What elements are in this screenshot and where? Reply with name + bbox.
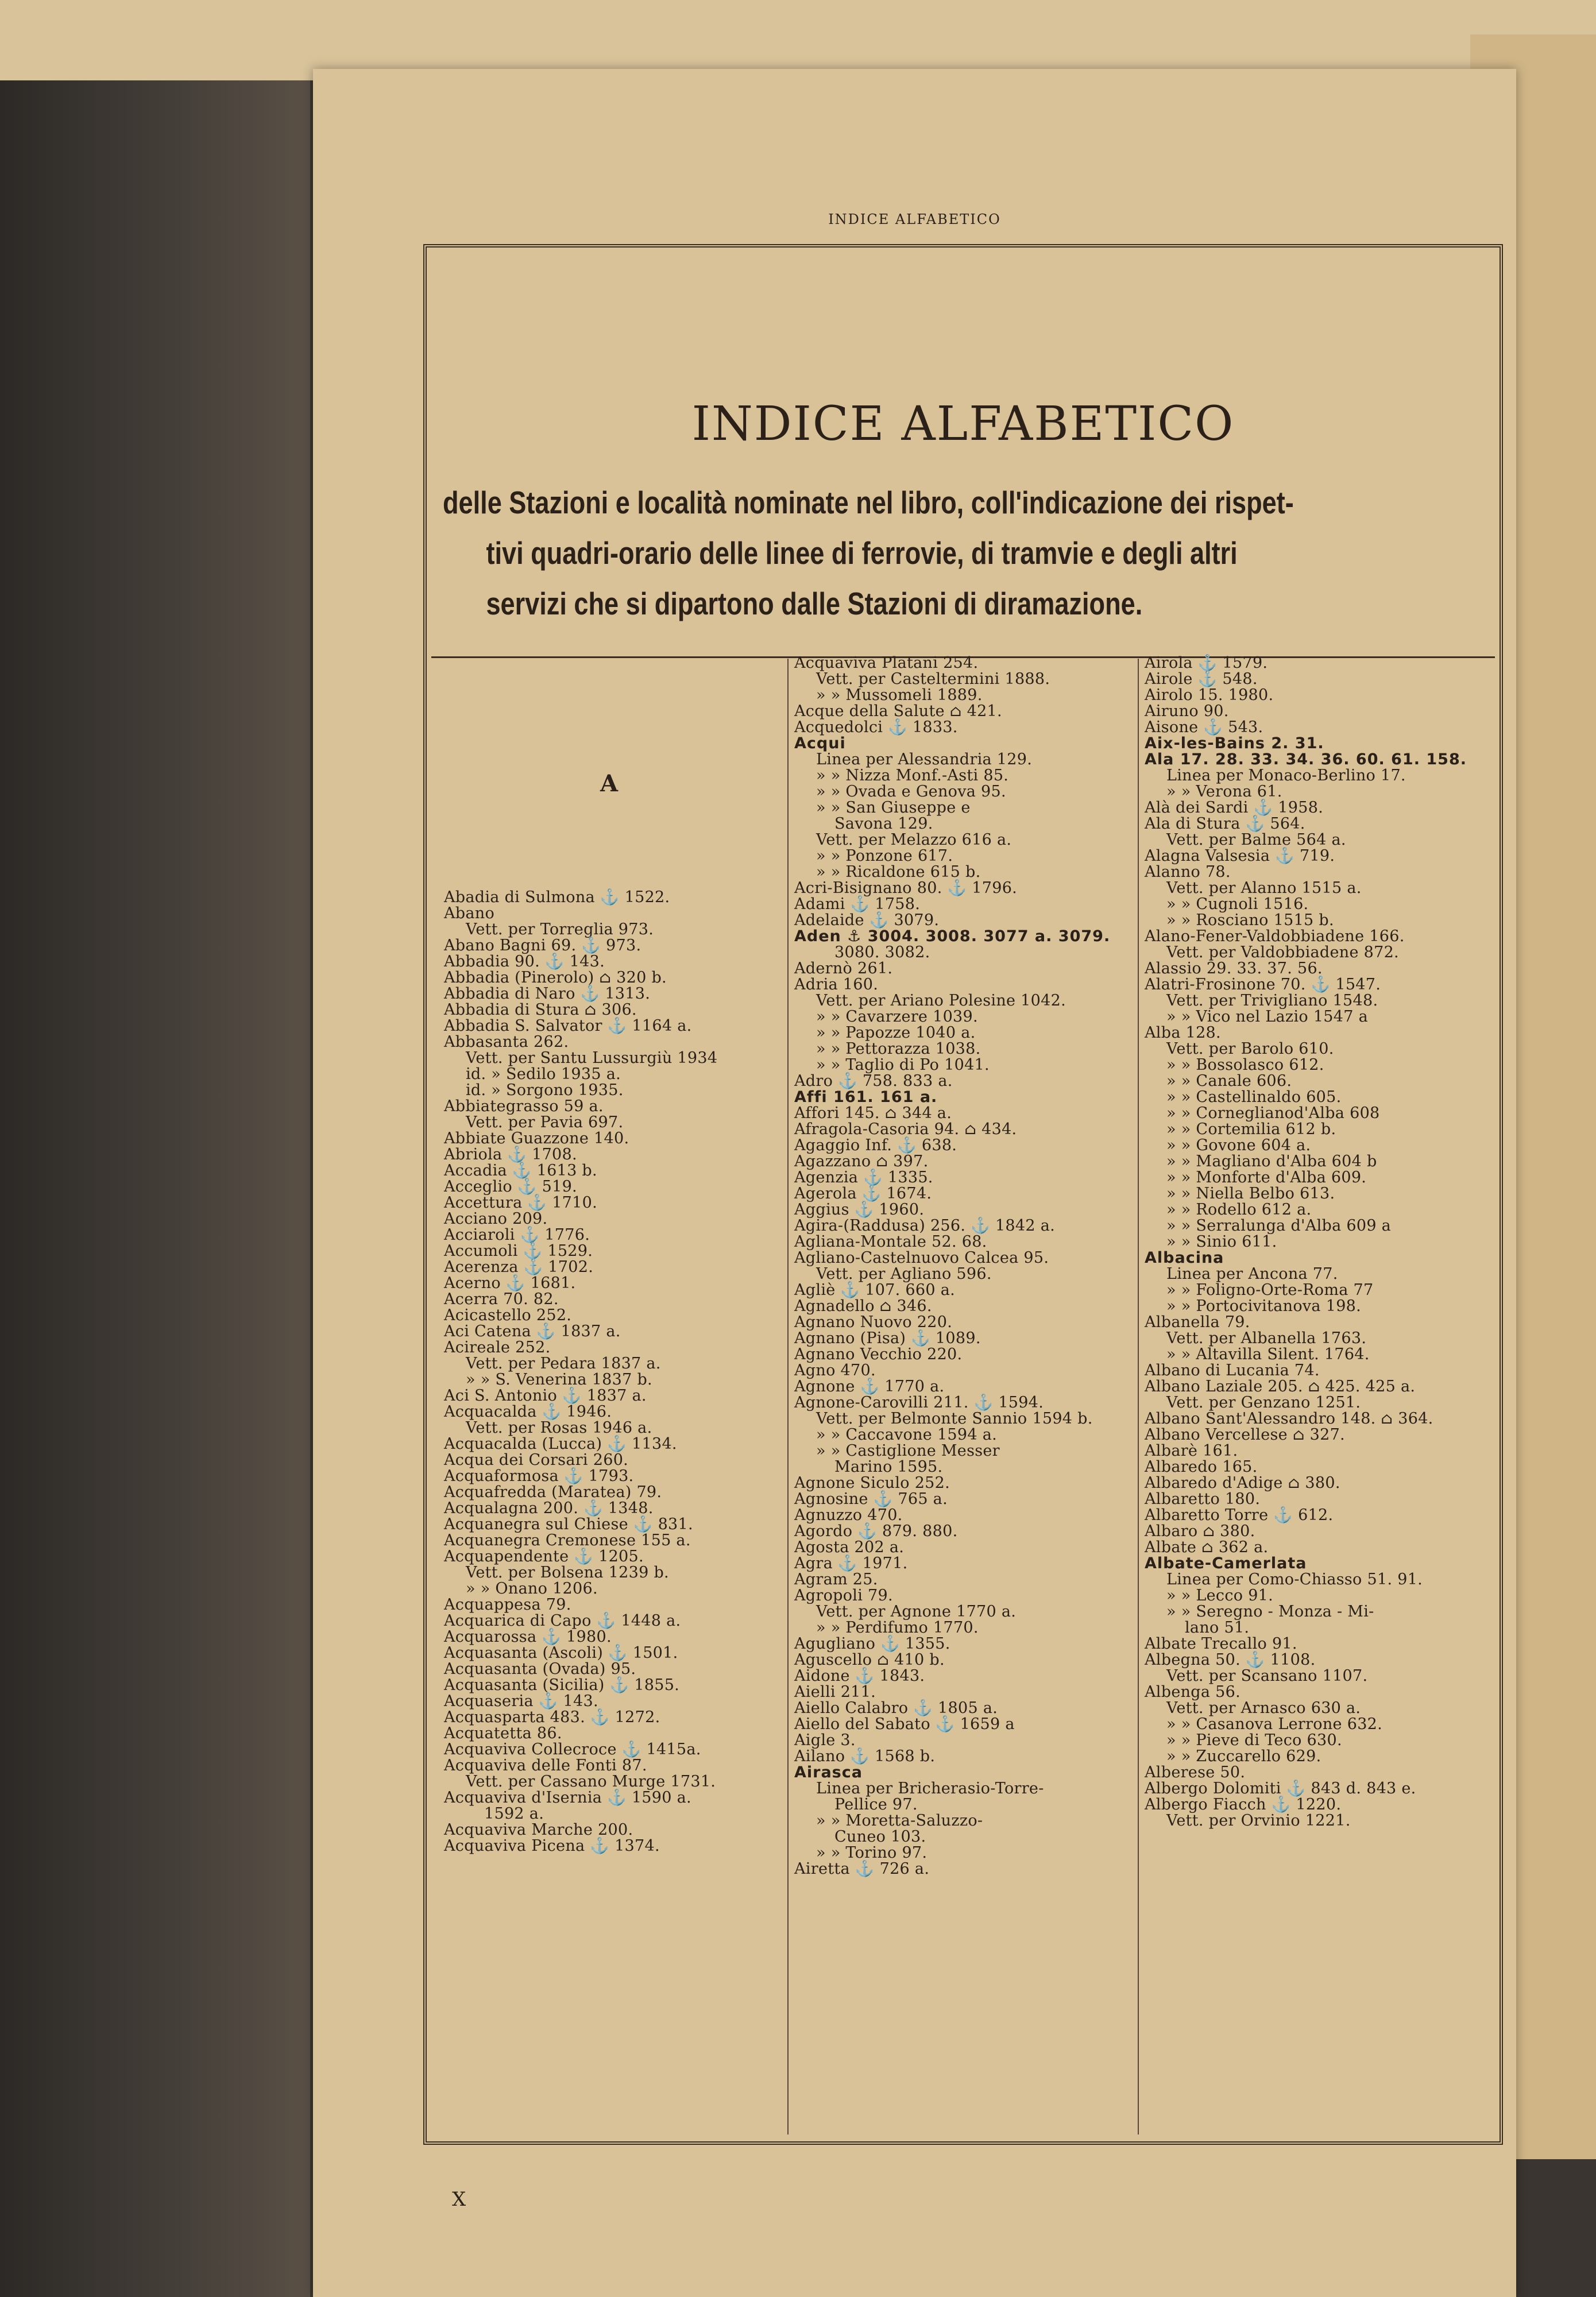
index-entry: Alà dei Sardi ⚓ 1958.	[1145, 799, 1324, 817]
index-entry: Vett. per Rosas 1946 a.	[466, 1419, 652, 1437]
index-entry: Adelaide ⚓ 3079.	[794, 911, 940, 929]
index-entry: Afragola-Casoria 94. ⌂ 434.	[794, 1120, 1017, 1138]
page-number: X	[452, 2188, 466, 2211]
index-entry: Vett. per Belmonte Sannio 1594 b.	[816, 1410, 1093, 1428]
index-entry: » » Altavilla Silent. 1764.	[1166, 1345, 1370, 1363]
index-entry: Acquappesa 79.	[444, 1596, 571, 1614]
book-page	[313, 69, 1516, 2297]
index-entry: Vett. per Trivigliano 1548.	[1166, 992, 1378, 1010]
section-letter: A	[600, 770, 619, 797]
index-entry: Albano di Lucania 74.	[1145, 1362, 1320, 1379]
index-entry: Adria 160.	[794, 976, 879, 993]
index-entry: » » Govone 604 a.	[1166, 1136, 1311, 1154]
index-entry: » » Cugnoli 1516.	[1166, 895, 1309, 913]
index-entry: Savona 129.	[834, 815, 933, 833]
index-entry: Alagna Valsesia ⚓ 719.	[1145, 847, 1335, 865]
index-entry: 1592 a.	[484, 1805, 544, 1823]
index-entry: Acquacalda (Lucca) ⚓ 1134.	[444, 1435, 677, 1453]
index-entry: Accadia ⚓ 1613 b.	[444, 1162, 597, 1180]
index-entry: Airole ⚓ 548.	[1145, 670, 1258, 688]
index-entry: » » Mussomeli 1889.	[816, 686, 983, 704]
index-entry: Albaredo d'Adige ⌂ 380.	[1145, 1474, 1340, 1492]
index-entry: » » Corneglianod'Alba 608	[1166, 1104, 1380, 1122]
index-entry: » » Torino 97.	[816, 1844, 928, 1862]
index-entry: Acquaviva delle Fonti 87.	[444, 1757, 647, 1774]
index-entry: Agenzia ⚓ 1335.	[794, 1169, 933, 1186]
index-entry: Linea per Ancona 77.	[1166, 1265, 1338, 1283]
index-entry: Airasca	[794, 1764, 863, 1781]
index-entry: Agram 25.	[794, 1571, 878, 1588]
index-entry: Acquanegra sul Chiese ⚓ 831.	[444, 1515, 693, 1533]
index-entry: Acquanegra Cremonese 155 a.	[444, 1532, 691, 1549]
index-entry: lano 51.	[1185, 1619, 1250, 1637]
index-entry: Vett. per Albanella 1763.	[1166, 1329, 1367, 1347]
index-entry: Acquaviva d'Isernia ⚓ 1590 a.	[444, 1789, 691, 1807]
index-entry: Vett. per Bolsena 1239 b.	[466, 1564, 669, 1581]
index-entry: Vett. per Melazzo 616 a.	[816, 831, 1012, 849]
index-entry: Abriola ⚓ 1708.	[444, 1146, 577, 1163]
index-entry: » » Pieve di Teco 630.	[1166, 1731, 1342, 1749]
index-entry: Vett. per Santu Lussurgiù 1934	[466, 1049, 718, 1067]
index-entry: Vett. per Valdobbiadene 872.	[1166, 943, 1399, 961]
index-entry: Agnone ⚓ 1770 a.	[794, 1378, 945, 1395]
index-entry: » » Canale 606.	[1166, 1072, 1292, 1090]
index-entry: Aidone ⚓ 1843.	[794, 1667, 925, 1685]
index-entry: » » Castellinaldo 605.	[1166, 1088, 1342, 1106]
index-entry: Albate ⌂ 362 a.	[1145, 1538, 1269, 1556]
index-entry: Albate-Camerlata	[1145, 1554, 1307, 1572]
index-entry: Albano Laziale 205. ⌂ 425. 425 a.	[1145, 1378, 1416, 1395]
index-entry: Aisone ⚓ 543.	[1145, 718, 1263, 736]
index-entry: Aielli 211.	[794, 1683, 876, 1701]
index-entry: Acquacalda ⚓ 1946.	[444, 1403, 612, 1421]
index-entry: Vett. per Balme 564 a.	[1166, 831, 1346, 849]
index-entry: » » Monforte d'Alba 609.	[1166, 1169, 1367, 1186]
index-entry: Abbadia di Naro ⚓ 1313.	[444, 985, 651, 1003]
index-entry: Agra ⚓ 1971.	[794, 1554, 908, 1572]
index-entry: Linea per Como-Chiasso 51. 91.	[1166, 1571, 1423, 1588]
index-entry: » » Casanova Lerrone 632.	[1166, 1715, 1383, 1733]
index-entry: Albaretto 180.	[1145, 1490, 1261, 1508]
index-entry: » » Sinio 611.	[1166, 1233, 1277, 1251]
index-entry: » » Pettorazza 1038.	[816, 1040, 981, 1058]
index-entry: Agugliano ⚓ 1355.	[794, 1635, 950, 1653]
index-entry: Acqua dei Corsari 260.	[444, 1451, 629, 1469]
index-entry: Acireale 252.	[444, 1339, 551, 1356]
index-entry: Airuno 90.	[1145, 702, 1229, 720]
index-entry: Acerenza ⚓ 1702.	[444, 1258, 594, 1276]
index-entry: Abbadia di Stura ⌂ 306.	[444, 1001, 637, 1019]
index-entry: Albegna 50. ⚓ 1108.	[1145, 1651, 1316, 1669]
index-column-1	[444, 655, 774, 1854]
index-entry: Abbadia S. Salvator ⚓ 1164 a.	[444, 1017, 692, 1035]
index-entry: Agropoli 79.	[794, 1587, 893, 1604]
index-entry: Albanella 79.	[1145, 1313, 1250, 1331]
index-entry: » » Verona 61.	[1166, 783, 1282, 801]
index-entry: Aci Catena ⚓ 1837 a.	[444, 1322, 621, 1340]
index-entry: Acciano 209.	[444, 1210, 548, 1228]
index-entry: Agnone-Carovilli 211. ⚓ 1594.	[794, 1394, 1044, 1412]
index-entry: Acquasparta 483. ⚓ 1272.	[444, 1708, 660, 1726]
index-entry: » » Bossolasco 612.	[1166, 1056, 1324, 1074]
index-entry: Aigle 3.	[794, 1731, 856, 1749]
index-entry: Agliè ⚓ 107. 660 a.	[794, 1281, 956, 1299]
index-entry: » » Magliano d'Alba 604 b	[1166, 1153, 1377, 1170]
index-entry: Albergo Dolomiti ⚓ 843 d. 843 e.	[1145, 1780, 1416, 1797]
index-entry: Abbadia (Pinerolo) ⌂ 320 b.	[444, 969, 667, 987]
index-entry: » » Onano 1206.	[466, 1580, 598, 1598]
index-entry: Aix-les-Bains 2. 31.	[1145, 734, 1324, 752]
subtitle-line: delle Stazioni e località nominate nel libro, coll'indicazione dei rispet-	[443, 485, 1294, 520]
index-entry: Agnosine ⚓ 765 a.	[794, 1490, 948, 1508]
index-entry: Agnone Siculo 252.	[794, 1474, 950, 1492]
index-entry: Abbasanta 262.	[444, 1033, 569, 1051]
index-entry: Airola ⚓ 1579.	[1145, 654, 1268, 672]
index-entry: Aguscello ⌂ 410 b.	[794, 1651, 945, 1669]
index-entry: Acquedolci ⚓ 1833.	[794, 718, 958, 736]
index-entry: Acquasanta (Ovada) 95.	[444, 1660, 636, 1678]
index-column-3	[1145, 655, 1495, 1829]
index-entry: Acri-Bisignano 80. ⚓ 1796.	[794, 879, 1018, 897]
index-entry: Abbiategrasso 59 a.	[444, 1097, 604, 1115]
index-entry: » » San Giuseppe e	[816, 799, 971, 817]
index-entry: » » Niella Belbo 613.	[1166, 1185, 1335, 1202]
index-entry: Marino 1595.	[834, 1458, 943, 1476]
index-entry: Albano Sant'Alessandro 148. ⌂ 364.	[1145, 1410, 1433, 1428]
index-entry: id. » Sedilo 1935 a.	[466, 1065, 621, 1083]
index-entry: Agnano (Pisa) ⚓ 1089.	[794, 1329, 981, 1347]
index-entry: Agosta 202 a.	[794, 1538, 905, 1556]
index-entry: Vett. per Torreglia 973.	[466, 921, 654, 938]
index-entry: Agnano Nuovo 220.	[794, 1313, 953, 1331]
index-entry: Acquarica di Capo ⚓ 1448 a.	[444, 1612, 681, 1630]
index-entry: Albano Vercellese ⌂ 327.	[1145, 1426, 1345, 1444]
index-entry: » » Papozze 1040 a.	[816, 1024, 976, 1042]
index-entry: » » Castiglione Messer	[816, 1442, 1000, 1460]
index-entry: Abbiate Guazzone 140.	[444, 1130, 629, 1147]
subtitle-line: tivi quadri-orario delle linee di ferrovie, di tramvie e degli altri	[486, 535, 1238, 571]
index-entry: Agnuzzo 470.	[794, 1506, 903, 1524]
index-entry: Agordo ⚓ 879. 880.	[794, 1522, 958, 1540]
index-entry: Albaretto Torre ⚓ 612.	[1145, 1506, 1334, 1524]
index-entry: » » Ricaldone 615 b.	[816, 863, 981, 881]
index-entry: Airolo 15. 1980.	[1145, 686, 1274, 704]
index-entry: Agerola ⚓ 1674.	[794, 1185, 932, 1202]
index-entry: Vett. per Agliano 596.	[816, 1265, 992, 1283]
index-entry: Alba 128.	[1145, 1024, 1221, 1042]
index-entry: Pellice 97.	[834, 1796, 918, 1813]
index-entry: Acquafredda (Maratea) 79.	[444, 1483, 662, 1501]
index-entry: Acque della Salute ⌂ 421.	[794, 702, 1002, 720]
index-entry: Acciaroli ⚓ 1776.	[444, 1226, 590, 1244]
index-entry: Agira-(Raddusa) 256. ⚓ 1842 a.	[794, 1217, 1056, 1235]
column-separator	[787, 659, 789, 2134]
index-entry: » » Cavarzere 1039.	[816, 1008, 978, 1026]
index-entry: Acquapendente ⚓ 1205.	[444, 1548, 644, 1565]
index-entry: Ala di Stura ⚓ 564.	[1145, 815, 1305, 833]
index-entry: Albacina	[1145, 1249, 1224, 1267]
index-entry: Agnadello ⌂ 346.	[794, 1297, 932, 1315]
index-entry: Vett. per Orvinio 1221.	[1166, 1812, 1351, 1830]
page-title: INDICE ALFABETICO	[691, 397, 1235, 451]
index-entry: Acquasanta (Sicilia) ⚓ 1855.	[444, 1676, 680, 1694]
index-entry: Agnano Vecchio 220.	[794, 1345, 963, 1363]
index-entry: Adro ⚓ 758. 833 a.	[794, 1072, 953, 1090]
index-entry: Alano-Fener-Valdobbiadene 166.	[1145, 927, 1405, 945]
index-entry: Albaro ⌂ 380.	[1145, 1522, 1255, 1540]
index-entry: Abano Bagni 69. ⚓ 973.	[444, 937, 642, 954]
index-entry: Aiello Calabro ⚓ 1805 a.	[794, 1699, 998, 1717]
index-entry: Albate Trecallo 91.	[1145, 1635, 1297, 1653]
index-entry: » » Caccavone 1594 a.	[816, 1426, 998, 1444]
index-entry: Abadia di Sulmona ⚓ 1522.	[444, 888, 670, 906]
index-entry: Albarè 161.	[1145, 1442, 1238, 1460]
index-entry: » » Moretta-Saluzzo-	[816, 1812, 983, 1830]
index-entry: » » Nizza Monf.-Asti 85.	[816, 767, 1009, 784]
index-entry: Albaredo 165.	[1145, 1458, 1258, 1476]
index-entry: Aden ⚓ 3004. 3008. 3077 a. 3079.	[794, 927, 1111, 945]
index-entry: Accumoli ⚓ 1529.	[444, 1242, 593, 1260]
page-frame	[423, 244, 1503, 2145]
index-entry: Acceglio ⚓ 519.	[444, 1178, 577, 1196]
index-entry: Alanno 78.	[1145, 863, 1231, 881]
index-entry: Agno 470.	[794, 1362, 876, 1379]
index-entry: » » Ovada e Genova 95.	[816, 783, 1006, 801]
index-entry: » » S. Venerina 1837 b.	[466, 1371, 652, 1389]
index-entry: » » Rosciano 1515 b.	[1166, 911, 1334, 929]
index-entry: » » Perdifumo 1770.	[816, 1619, 979, 1637]
index-entry: Vett. per Ariano Polesine 1042.	[816, 992, 1066, 1010]
index-entry: Acquaviva Marche 200.	[444, 1821, 633, 1839]
index-entry: Acqui	[794, 734, 846, 752]
index-entry: Vett. per Genzano 1251.	[1166, 1394, 1361, 1412]
index-entry: Vett. per Alanno 1515 a.	[1166, 879, 1362, 897]
index-entry: Acquasanta (Ascoli) ⚓ 1501.	[444, 1644, 678, 1662]
index-entry: Abano	[444, 904, 495, 922]
index-entry: Agazzano ⌂ 397.	[794, 1153, 929, 1170]
index-entry: » » Serralunga d'Alba 609 a	[1166, 1217, 1392, 1235]
subtitle-line: servizi che si dipartono dalle Stazioni di diramazione.	[486, 586, 1143, 621]
index-entry: Acquarossa ⚓ 1980.	[444, 1628, 612, 1646]
index-entry: » » Zuccarello 629.	[1166, 1747, 1321, 1765]
index-entry: Adernò 261.	[794, 960, 893, 977]
page-subtitle	[443, 477, 1479, 629]
index-entry: Adami ⚓ 1758.	[794, 895, 921, 913]
index-entry: Linea per Alessandria 129.	[816, 751, 1033, 768]
index-entry: Aci S. Antonio ⚓ 1837 a.	[444, 1387, 647, 1405]
index-entry: Aiello del Sabato ⚓ 1659 a	[794, 1715, 1015, 1733]
index-entry: » » Rodello 612 a.	[1166, 1201, 1312, 1219]
index-entry: Ala 17. 28. 33. 34. 36. 60. 61. 158.	[1145, 751, 1467, 768]
index-entry: Affi 161. 161 a.	[794, 1088, 938, 1106]
index-entry: Vett. per Pedara 1837 a.	[466, 1355, 661, 1372]
index-entry: » » Vico nel Lazio 1547 a	[1166, 1008, 1369, 1026]
index-entry: Acquatetta 86.	[444, 1724, 562, 1742]
index-entry: Acerno ⚓ 1681.	[444, 1274, 576, 1292]
index-entry: Acicastello 252.	[444, 1306, 572, 1324]
index-entry: » » Lecco 91.	[1166, 1587, 1274, 1604]
column-separator	[1138, 659, 1139, 2134]
index-entry: » » Foligno-Orte-Roma 77	[1166, 1281, 1374, 1299]
index-entry: id. » Sorgono 1935.	[466, 1081, 624, 1099]
index-entry: » » Taglio di Po 1041.	[816, 1056, 990, 1074]
index-entry: Vett. per Scansano 1107.	[1166, 1667, 1368, 1685]
index-entry: » » Seregno - Monza - Mi-	[1166, 1603, 1374, 1621]
index-entry: » » Ponzone 617.	[816, 847, 953, 865]
index-entry: Acquaviva Platani 254.	[794, 654, 979, 672]
index-entry: Vett. per Casteltermini 1888.	[816, 670, 1050, 688]
index-entry: Ailano ⚓ 1568 b.	[794, 1747, 936, 1765]
index-entry: Aggius ⚓ 1960.	[794, 1201, 925, 1219]
index-entry: Albergo Fiacch ⚓ 1220.	[1145, 1796, 1342, 1813]
running-head: INDICE ALFABETICO	[828, 211, 1001, 227]
index-entry: Agliano-Castelnuovo Calcea 95.	[794, 1249, 1049, 1267]
index-entry: Agaggio Inf. ⚓ 638.	[794, 1136, 957, 1154]
index-entry: » » Portocivitanova 198.	[1166, 1297, 1362, 1315]
index-entry: Cuneo 103.	[834, 1828, 926, 1846]
index-entry: Linea per Monaco-Berlino 17.	[1166, 767, 1406, 784]
index-entry: Albenga 56.	[1145, 1683, 1241, 1701]
index-entry: Affori 145. ⌂ 344 a.	[794, 1104, 952, 1122]
index-entry: Accettura ⚓ 1710.	[444, 1194, 597, 1212]
index-entry: Acquaformosa ⚓ 1793.	[444, 1467, 634, 1485]
index-entry: 3080. 3082.	[834, 943, 930, 961]
index-entry: Acquaviva Picena ⚓ 1374.	[444, 1837, 660, 1855]
index-entry: Vett. per Agnone 1770 a.	[816, 1603, 1017, 1621]
index-entry: Agliana-Montale 52. 68.	[794, 1233, 987, 1251]
index-entry: Alassio 29. 33. 37. 56.	[1145, 960, 1323, 977]
index-entry: Airetta ⚓ 726 a.	[794, 1860, 930, 1878]
index-entry: Alberese 50.	[1145, 1764, 1246, 1781]
index-entry: » » Cortemilia 612 b.	[1166, 1120, 1336, 1138]
index-entry: Linea per Bricherasio-Torre-	[816, 1780, 1044, 1797]
index-entry: Vett. per Cassano Murge 1731.	[466, 1773, 716, 1791]
index-entry: Acquaviva Collecroce ⚓ 1415a.	[444, 1741, 701, 1758]
index-entry: Vett. per Arnasco 630 a.	[1166, 1699, 1361, 1717]
index-entry: Abbadia 90. ⚓ 143.	[444, 953, 605, 970]
index-entry: Vett. per Barolo 610.	[1166, 1040, 1334, 1058]
index-entry: Acqualagna 200. ⚓ 1348.	[444, 1499, 654, 1517]
index-entry: Acquaseria ⚓ 143.	[444, 1692, 598, 1710]
index-entry: Alatri-Frosinone 70. ⚓ 1547.	[1145, 976, 1381, 993]
index-entry: Acerra 70. 82.	[444, 1290, 559, 1308]
background-top	[0, 0, 1596, 80]
index-column-2	[794, 655, 1133, 1877]
background-left	[0, 0, 310, 2297]
index-entry: Vett. per Pavia 697.	[466, 1113, 624, 1131]
